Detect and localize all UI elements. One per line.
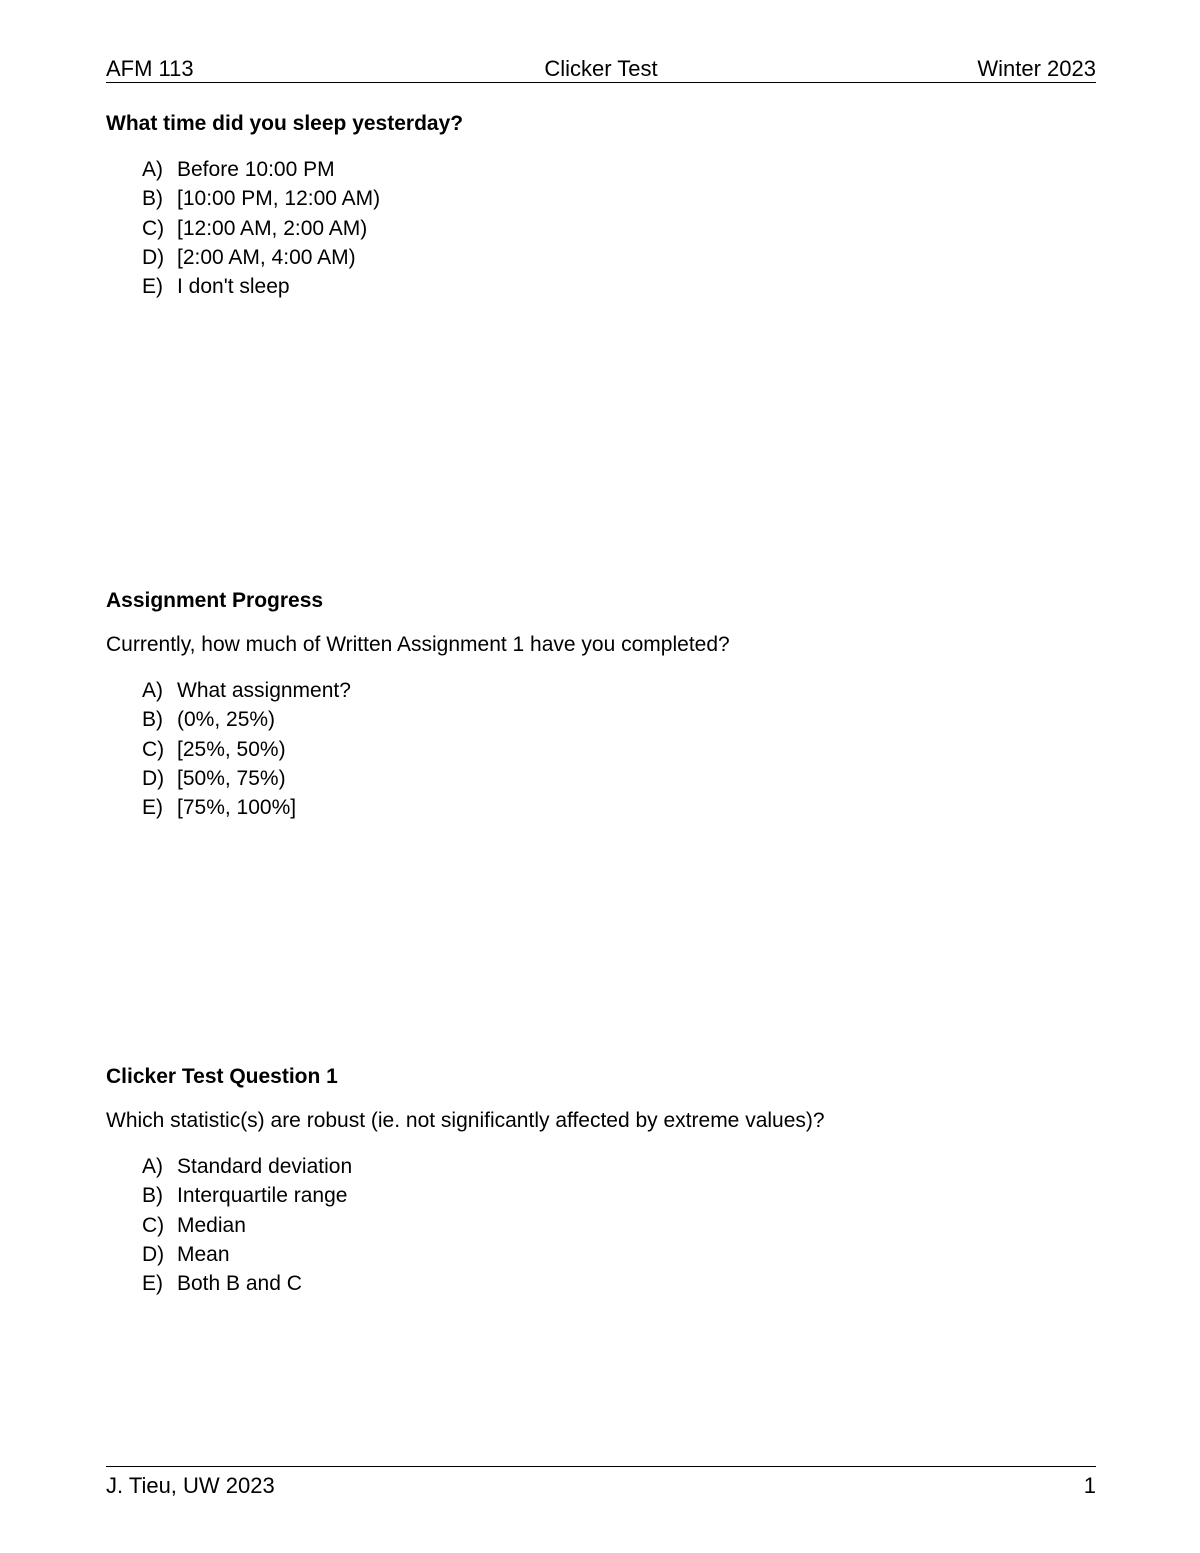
option-letter: C) <box>142 737 165 761</box>
option-letter: D) <box>142 1242 165 1266</box>
answer-option <box>142 1240 1096 1269</box>
option-text: [25%, 50%) <box>177 737 286 761</box>
option-letter: D) <box>142 766 165 790</box>
option-text: Mean <box>177 1242 230 1266</box>
option-text: Standard deviation <box>177 1155 353 1178</box>
option-text: [50%, 75%) <box>177 766 286 790</box>
option-text: Interquartile range <box>177 1184 348 1208</box>
answer-option <box>142 793 1096 822</box>
page-header <box>106 56 1096 83</box>
option-text: [10:00 PM, 12:00 AM) <box>177 187 381 211</box>
course-code: AFM 113 <box>106 56 194 81</box>
answer-options <box>106 1152 1096 1298</box>
option-text: I don't sleep <box>177 275 290 298</box>
author-credit: J. Tieu, UW 2023 <box>106 1473 275 1498</box>
option-letter: A) <box>142 1155 163 1178</box>
document-title: Clicker Test <box>544 56 658 81</box>
option-text: [75%, 100%] <box>177 796 297 819</box>
question-title: Clicker Test Question 1 <box>106 1065 338 1088</box>
option-text: [12:00 AM, 2:00 AM) <box>177 216 368 240</box>
option-letter: A) <box>142 679 163 702</box>
answer-option <box>142 155 1096 184</box>
page-footer <box>106 1466 1096 1507</box>
option-letter: B) <box>142 1184 163 1208</box>
question-prompt: Currently, how much of Written Assignment 1 have you completed? <box>106 633 730 656</box>
answer-option <box>142 272 1096 301</box>
option-letter: E) <box>142 1272 163 1295</box>
question-title: Assignment Progress <box>106 589 324 612</box>
question-title: What time did you sleep yesterday? <box>106 112 464 135</box>
answer-option <box>142 214 1096 243</box>
term-label: Winter 2023 <box>977 56 1096 81</box>
answer-option <box>142 1152 1096 1181</box>
question-sleep-time <box>106 111 1096 301</box>
answer-options <box>106 676 1096 822</box>
option-text: Before 10:00 PM <box>177 158 335 181</box>
answer-option <box>142 676 1096 705</box>
question-robust-statistics <box>106 1064 1096 1298</box>
option-text: What assignment? <box>177 679 351 702</box>
option-text: [2:00 AM, 4:00 AM) <box>177 245 356 269</box>
option-text: (0%, 25%) <box>177 708 276 732</box>
option-letter: B) <box>142 187 163 211</box>
page-number: 1 <box>1083 1473 1096 1498</box>
option-letter: C) <box>142 1213 165 1237</box>
option-letter: B) <box>142 708 163 732</box>
answer-option <box>142 735 1096 764</box>
question-prompt: Which statistic(s) are robust (ie. not significantly affected by extreme values)? <box>106 1109 825 1132</box>
option-letter: C) <box>142 216 165 240</box>
answer-option <box>142 764 1096 793</box>
question-assignment-progress <box>106 588 1096 822</box>
answer-option <box>142 1181 1096 1210</box>
answer-options <box>106 155 1096 301</box>
option-letter: E) <box>142 796 163 819</box>
option-letter: A) <box>142 158 163 181</box>
option-text: Median <box>177 1213 246 1237</box>
answer-option <box>142 243 1096 272</box>
option-text: Both B and C <box>177 1272 302 1295</box>
option-letter: D) <box>142 245 165 269</box>
option-letter: E) <box>142 275 163 298</box>
answer-option <box>142 705 1096 734</box>
answer-option <box>142 1211 1096 1240</box>
answer-option <box>142 1269 1096 1298</box>
answer-option <box>142 184 1096 213</box>
